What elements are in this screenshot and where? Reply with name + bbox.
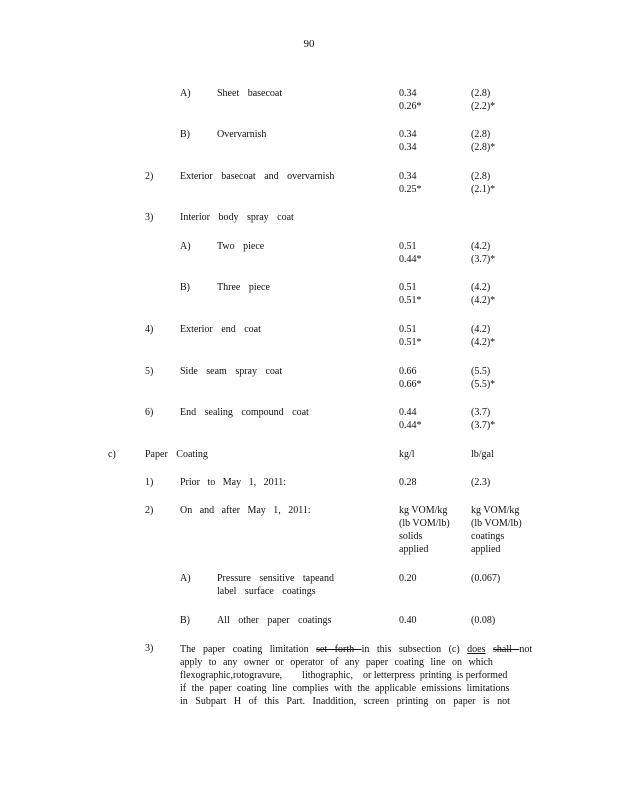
- item-label: B): [180, 615, 190, 626]
- limit-kg-value: 0.51: [399, 241, 417, 252]
- paragraph-exemption: [180, 643, 538, 708]
- unit-header-line: solids: [399, 531, 423, 542]
- limit-lb-value: (4.2): [471, 241, 491, 252]
- item-description: Exterior basecoat and overvarnish: [180, 171, 335, 182]
- limit-lb-value-alt: (2.1)*: [471, 184, 496, 195]
- text-run: in this subsection (c): [361, 644, 468, 655]
- limit-lb-value: (0.067): [471, 573, 501, 584]
- item-label: 4): [145, 324, 154, 335]
- item-description-cont: label surface coatings: [217, 586, 316, 597]
- text-run: not: [519, 644, 533, 655]
- limit-lb-value: (0.08): [471, 615, 496, 626]
- limit-lb-value-alt: (3.7)*: [471, 420, 496, 431]
- struck-text: shall: [493, 644, 520, 655]
- item-label: 6): [145, 407, 154, 418]
- limit-lb-value: (2.3): [471, 477, 491, 488]
- page-number: 90: [303, 38, 315, 50]
- limit-lb-value-alt: (2.2)*: [471, 101, 496, 112]
- limit-kg-value: 0.51: [399, 282, 417, 293]
- item-description: Exterior end coat: [180, 324, 261, 335]
- limit-kg-value-alt: 0.26*: [399, 101, 422, 112]
- unit-header-line: coatings: [471, 531, 505, 542]
- item-label: 2): [145, 171, 154, 182]
- limit-kg-value-alt: 0.44*: [399, 420, 422, 431]
- item-description: On and after May 1, 2011:: [180, 505, 311, 516]
- unit-header-line: applied: [399, 544, 429, 555]
- limit-lb-value: (2.8): [471, 129, 491, 140]
- item-description: Two piece: [217, 241, 265, 252]
- limit-kg-value-alt: 0.44*: [399, 254, 422, 265]
- paragraph-line: flexographic,rotogravure, lithographic, or letterpress printing is performed: [180, 670, 508, 681]
- limit-lb-value: (4.2): [471, 324, 491, 335]
- limit-lb-value: (2.8): [471, 88, 491, 99]
- limit-kg-value: 0.28: [399, 477, 417, 488]
- limit-kg-value: 0.51: [399, 324, 417, 335]
- limit-kg-value-alt: 0.51*: [399, 337, 422, 348]
- limit-lb-value-alt: (4.2)*: [471, 337, 496, 348]
- item-description: Three piece: [217, 282, 270, 293]
- limit-kg-value: 0.34: [399, 171, 417, 182]
- limit-lb-value-alt: (5.5)*: [471, 379, 496, 390]
- item-label: 2): [145, 505, 154, 516]
- limit-kg-value: 0.34: [399, 129, 417, 140]
- unit-header-line: (lb VOM/lb): [471, 518, 522, 529]
- unit-header-line: applied: [471, 544, 501, 555]
- item-label: A): [180, 88, 191, 99]
- limit-kg-value: 0.44: [399, 407, 417, 418]
- item-description: Pressure sensitive tapeand: [217, 573, 334, 584]
- limit-lb-value-alt: (2.8)*: [471, 142, 496, 153]
- struck-text: set forth: [316, 644, 362, 655]
- limit-kg-value: 0.66: [399, 366, 417, 377]
- unit-header-line: (lb VOM/lb): [399, 518, 450, 529]
- unit-header-line: kg VOM/kg: [471, 505, 520, 516]
- limit-kg-value-alt: 0.25*: [399, 184, 422, 195]
- item-label: A): [180, 573, 191, 584]
- inserted-text: does: [467, 644, 486, 655]
- item-label: 1): [145, 477, 154, 488]
- item-label: B): [180, 129, 190, 140]
- unit-lb-per-gal: lb/gal: [471, 449, 494, 460]
- item-description: All other paper coatings: [217, 615, 332, 626]
- item-label: B): [180, 282, 190, 293]
- unit-kg-per-l: kg/l: [399, 449, 415, 460]
- limit-lb-value: (4.2): [471, 282, 491, 293]
- limit-lb-value: (2.8): [471, 171, 491, 182]
- limit-lb-value: (3.7): [471, 407, 491, 418]
- paragraph-line: [180, 643, 538, 656]
- paragraph-line: apply to any owner or operator of any paper coating line on which: [180, 657, 493, 668]
- unit-header-line: kg VOM/kg: [399, 505, 448, 516]
- paragraph-line: if the paper coating line complies with the applicable emissions limitations: [180, 683, 510, 694]
- item-description: Prior to May 1, 2011:: [180, 477, 287, 488]
- limit-lb-value-alt: (3.7)*: [471, 254, 496, 265]
- paragraph-line: in Subpart H of this Part. Inaddition, screen printing on paper is not: [180, 696, 510, 707]
- item-label: 3): [145, 643, 154, 654]
- limit-lb-value-alt: (4.2)*: [471, 295, 496, 306]
- item-label: 3): [145, 212, 154, 223]
- limit-kg-value: 0.40: [399, 615, 417, 626]
- item-description: Side seam spray coat: [180, 366, 283, 377]
- text-run: The paper coating limitation: [180, 644, 317, 655]
- item-description: Sheet basecoat: [217, 88, 283, 99]
- limit-kg-value-alt: 0.66*: [399, 379, 422, 390]
- section-label: c): [108, 449, 116, 460]
- limit-kg-value: 0.34: [399, 88, 417, 99]
- item-description: Interior body spray coat: [180, 212, 294, 223]
- item-label: 5): [145, 366, 154, 377]
- item-label: A): [180, 241, 191, 252]
- limit-lb-value: (5.5): [471, 366, 491, 377]
- limit-kg-value-alt: 0.34: [399, 142, 417, 153]
- item-description: End sealing compound coat: [180, 407, 309, 418]
- item-description: Overvarnish: [217, 129, 267, 140]
- section-title: Paper Coating: [145, 449, 208, 460]
- limit-kg-value-alt: 0.51*: [399, 295, 422, 306]
- limit-kg-value: 0.20: [399, 573, 417, 584]
